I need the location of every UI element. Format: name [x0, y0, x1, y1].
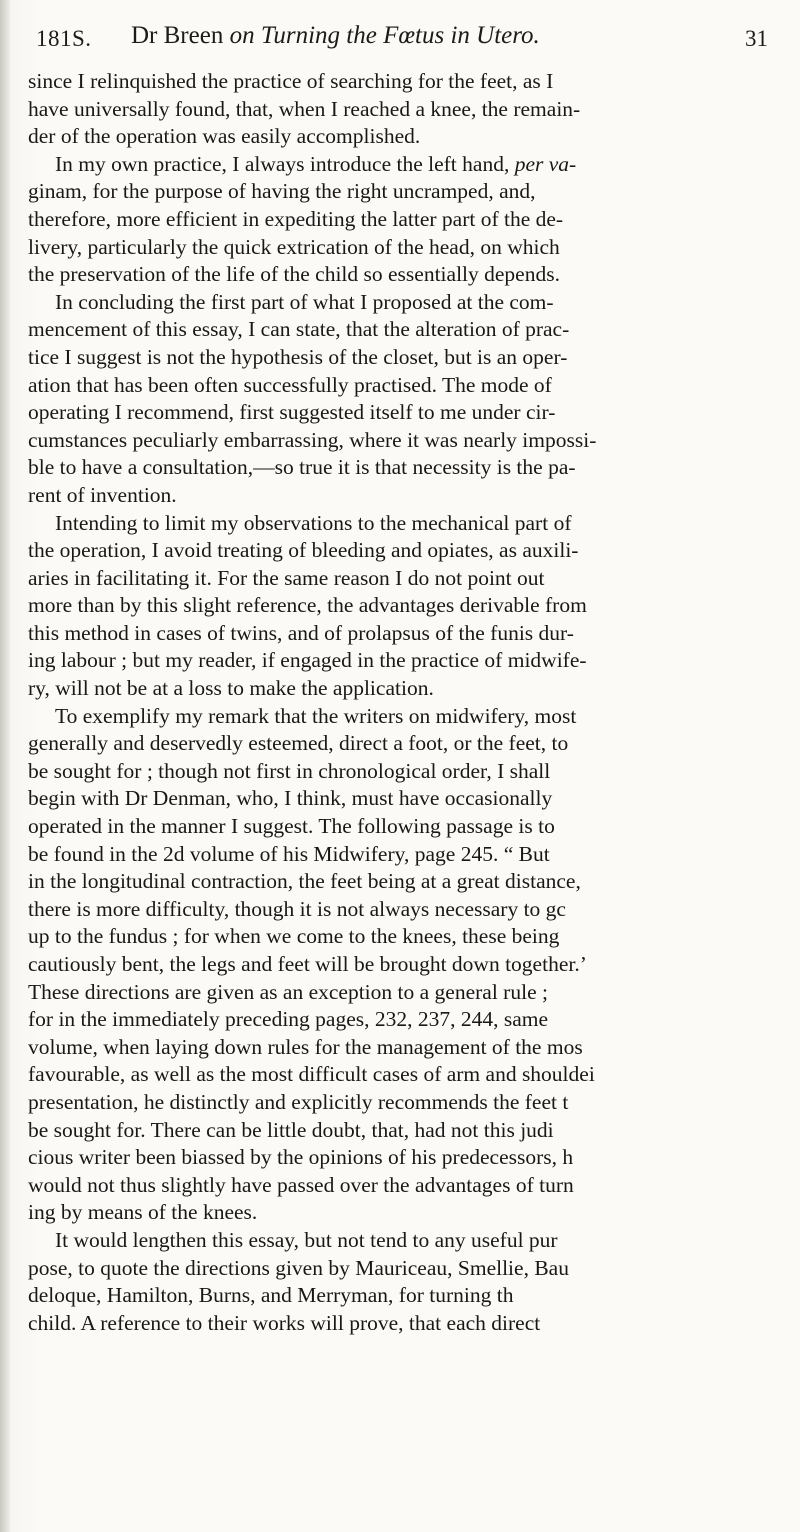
- text-run: In my own practice, I always introduce the left hand,: [55, 151, 510, 176]
- text-line: der of the operation was easily accomplished.: [28, 124, 421, 149]
- text-line: Intending to limit my observations to the mechanical part of: [55, 510, 572, 535]
- text-line: therefore, more efficient in expediting the latter part of the de-: [28, 206, 564, 231]
- text-line: cumstances peculiarly embarrassing, where it was nearly impossi-: [28, 427, 597, 452]
- text-line: ing by means of the knees.: [28, 1200, 258, 1225]
- header-year: 181S.: [36, 26, 92, 51]
- paragraph-1: [28, 68, 800, 151]
- text-line: ation that has been often successfully practised. The mode of: [28, 372, 552, 397]
- text-line: for in the immediately preceding pages, 232, 237, 244, same: [28, 1007, 549, 1032]
- running-title: [131, 22, 540, 50]
- paragraph-4: [28, 510, 800, 703]
- text-line: the preservation of the life of the child so essentially depends.: [28, 262, 560, 287]
- paragraph-2: [28, 151, 800, 289]
- header-author: Dr Breen: [131, 22, 224, 49]
- text-line: volume, when laying down rules for the management of the mos: [28, 1034, 583, 1059]
- text-line: operating I recommend, first suggested itself to me under cir-: [28, 400, 556, 425]
- text-line: aries in facilitating it. For the same reason I do not point out: [28, 565, 545, 590]
- text-line: be sought for ; though not first in chronological order, I shall: [28, 758, 551, 783]
- text-line: cautiously bent, the legs and feet will be brought down together.’: [28, 952, 587, 976]
- text-line: rent of invention.: [28, 482, 177, 507]
- text-line: have universally found, that, when I reached a knee, the remain-: [28, 96, 581, 121]
- text-line: presentation, he distinctly and explicitly recommends the feet t: [28, 1089, 569, 1114]
- text-line: ble to have a consultation,—so true it is that necessity is the pa-: [28, 455, 576, 480]
- page-number: 31: [745, 26, 768, 51]
- text-line: cious writer been biassed by the opinions of his predecessors, h: [28, 1145, 574, 1170]
- text-line: the operation, I avoid treating of bleeding and opiates, as auxili-: [28, 538, 579, 563]
- text-line: operated in the manner I suggest. The following passage is to: [28, 814, 555, 839]
- text-line: be sought for. There can be little doubt, that, had not this judi: [28, 1117, 554, 1142]
- text-line: ing labour ; but my reader, if engaged in the practice of midwife-: [28, 648, 587, 673]
- text-line: up to the fundus ; for when we come to the knees, these being: [28, 924, 560, 949]
- header-title: on Turning the Fœtus in Utero.: [229, 22, 540, 49]
- text-line: there is more difficulty, though it is not always necessary to gc: [28, 896, 566, 921]
- paragraph-6: [28, 1227, 800, 1337]
- page-gutter-shadow: [0, 0, 10, 1532]
- text-line: since I relinquished the practice of searching for the feet, as I: [28, 69, 554, 93]
- text-line: be found in the 2d volume of his Midwifery, page 245. “ But: [28, 841, 550, 866]
- text-line: livery, particularly the quick extrication of the head, on which: [28, 234, 560, 259]
- text-line: ry, will not be at a loss to make the application.: [28, 676, 434, 701]
- text-line: tice I suggest is not the hypothesis of the closet, but is an oper-: [28, 344, 568, 369]
- text-line: To exemplify my remark that the writers on midwifery, most: [55, 703, 577, 728]
- text-line: generally and deservedly esteemed, direct a foot, or the feet, to: [28, 731, 569, 756]
- text-line: In concluding the first part of what I proposed at the com-: [55, 289, 554, 314]
- running-header: [36, 22, 776, 58]
- paragraph-5: [28, 703, 800, 1227]
- text-line: would not thus slightly have passed over the advantages of turn: [28, 1172, 574, 1197]
- text-line: It would lengthen this essay, but not tend to any useful pur: [55, 1227, 558, 1252]
- text-line: begin with Dr Denman, who, I think, must have occasionally: [28, 786, 553, 811]
- text-line: more than by this slight reference, the advantages derivable from: [28, 593, 587, 618]
- text-line: mencement of this essay, I can state, that the alteration of prac-: [28, 317, 570, 342]
- text-line: child. A reference to their works will prove, that each direct: [28, 1310, 541, 1335]
- text-line: ginam, for the purpose of having the right uncramped, and,: [28, 179, 536, 204]
- text-line: in the longitudinal contraction, the feet being at a great distance,: [28, 869, 581, 894]
- text-line: pose, to quote the directions given by Mauriceau, Smellie, Bau: [28, 1255, 569, 1280]
- paragraph-3: [28, 289, 800, 510]
- text-line: this method in cases of twins, and of prolapsus of the funis dur-: [28, 620, 574, 645]
- text-line: [28, 151, 800, 179]
- body-text: [28, 68, 800, 1337]
- text-line: favourable, as well as the most difficult cases of arm and shouldei: [28, 1062, 595, 1087]
- text-line: These directions are given as an exception to a general rule ;: [28, 979, 548, 1004]
- italic-phrase: per va-: [514, 151, 577, 176]
- text-line: deloque, Hamilton, Burns, and Merryman, for turning th: [28, 1283, 514, 1308]
